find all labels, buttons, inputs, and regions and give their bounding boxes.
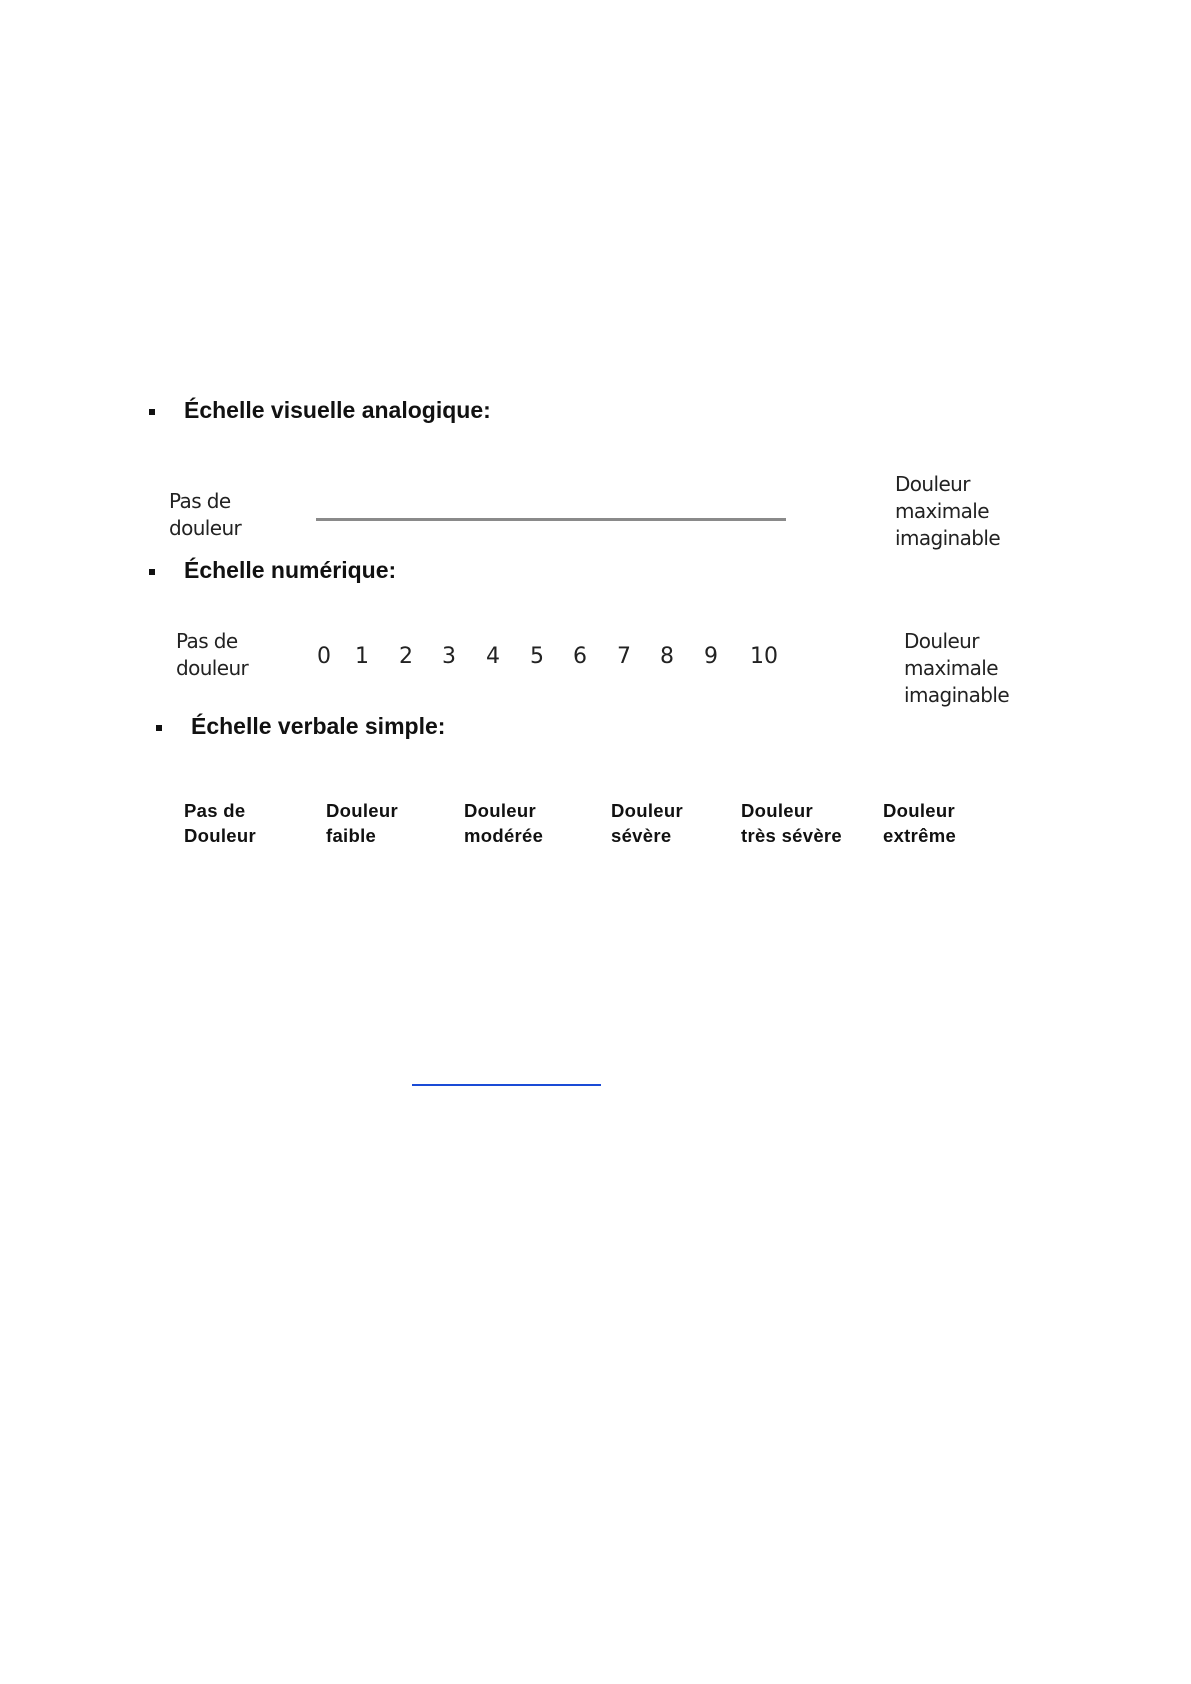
numeric-value: 9 <box>704 644 718 669</box>
verbal-level: Douleur faible <box>326 800 398 846</box>
numeric-bullet <box>149 569 155 575</box>
numeric-value: 3 <box>442 644 456 669</box>
vas-line <box>316 518 786 521</box>
verbal-level: Douleur modérée <box>464 800 544 846</box>
vas-right-label: Douleur maximale imaginable <box>895 472 1001 550</box>
numeric-left-label: Pas de douleur <box>176 629 249 680</box>
numeric-value: 8 <box>660 644 674 669</box>
numeric-value: 1 <box>355 644 369 669</box>
numeric-right-label: Douleur maximale imaginable <box>904 629 1010 707</box>
numeric-value: 6 <box>573 644 587 669</box>
numeric-value: 4 <box>486 644 500 669</box>
numeric-value: 0 <box>317 644 331 669</box>
verbal-level: Douleur sévère <box>611 800 683 846</box>
numeric-heading: Échelle numérique: <box>184 557 397 583</box>
verbal-level: Douleur très sévère <box>741 800 843 846</box>
numeric-value: 5 <box>530 644 544 669</box>
vas-left-label: Pas de douleur <box>169 489 242 540</box>
hyperlink-underline[interactable] <box>412 1084 601 1086</box>
vas-heading: Échelle visuelle analogique: <box>184 397 491 423</box>
verbal-level: Pas de Douleur <box>184 800 256 846</box>
verbal-bullet <box>156 725 162 731</box>
verbal-level: Douleur extrême <box>883 800 957 846</box>
numeric-value: 10 <box>750 644 778 669</box>
vas-bullet <box>149 409 155 415</box>
numeric-value: 7 <box>617 644 631 669</box>
numeric-value: 2 <box>399 644 413 669</box>
verbal-heading: Échelle verbale simple: <box>191 713 446 739</box>
